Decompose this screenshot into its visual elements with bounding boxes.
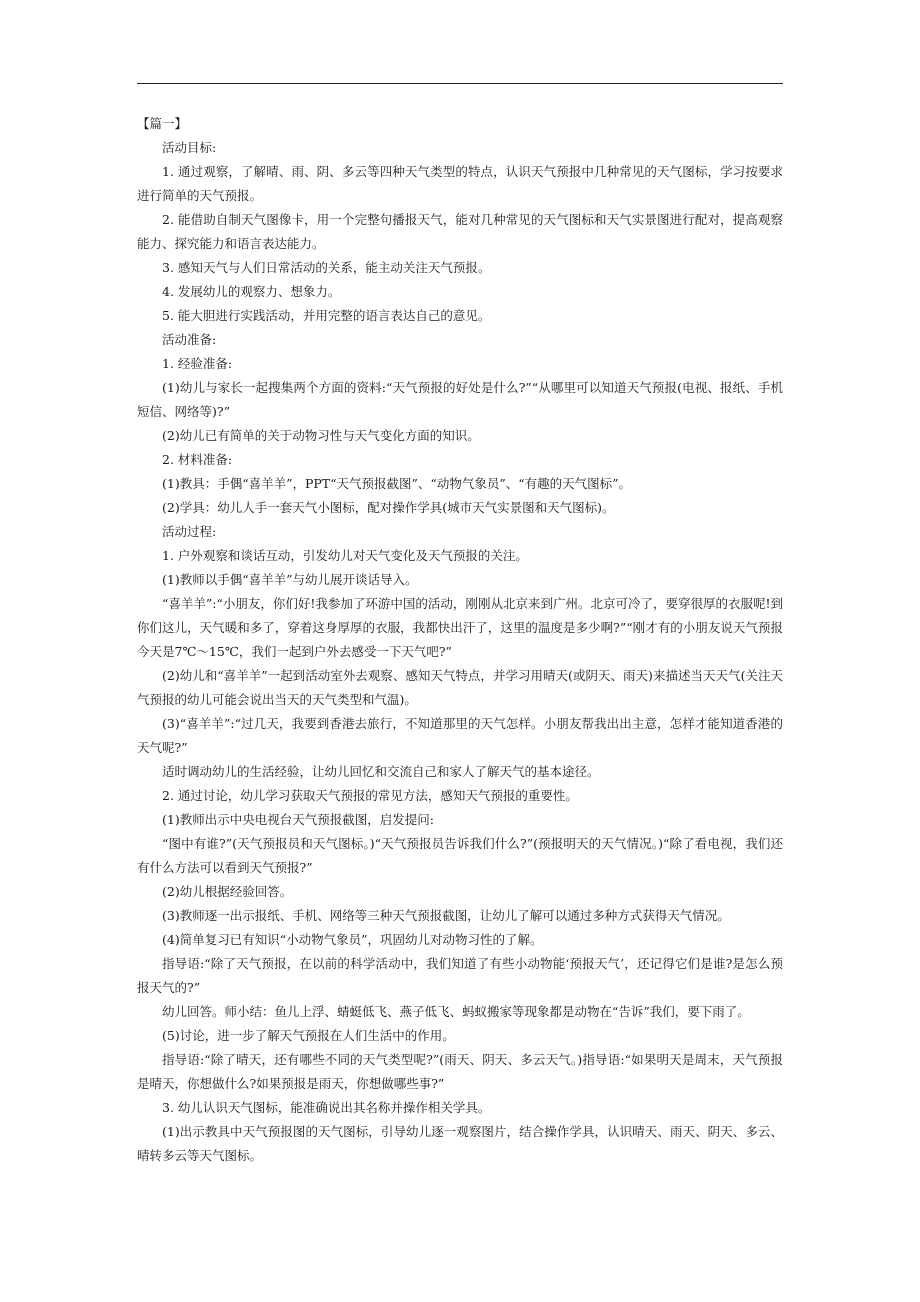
paragraph: 4. 发展幼儿的观察力、想象力。 <box>162 284 341 299</box>
paragraph: 2. 材料准备: <box>162 452 233 467</box>
paragraph: 1. 户外观察和谈话互动，引发幼儿对天气变化及天气预报的关注。 <box>162 548 528 563</box>
paragraph: 适时调动幼儿的生活经验，让幼儿回忆和交流自己和家人了解天气的基本途径。 <box>162 764 600 779</box>
paragraph: 活动过程: <box>162 524 217 539</box>
header-rule <box>137 83 783 84</box>
paragraph: (1)教师出示中央电视台天气预报截图，启发提问: <box>162 812 434 827</box>
paragraph: (2)学具：幼儿人手一套天气小图标，配对操作学具(城市天气实景图和天气图标)。 <box>162 500 615 515</box>
paragraph: (1)幼儿与家长一起搜集两个方面的资料:“天气预报的好处是什么?”“从哪里可以知道天气预报(电视、报纸、手机短信、网络等)?” <box>137 380 783 419</box>
paragraph: 1. 经验准备: <box>162 356 233 371</box>
paragraph: (1)教师以手偶“喜羊羊”与幼儿展开谈话导入。 <box>162 572 418 587</box>
paragraph: 2. 通过讨论，幼儿学习获取天气预报的常见方法，感知天气预报的重要性。 <box>162 788 578 803</box>
paragraph: (1)教具：手偶“喜羊羊”，PPT“天气预报截图”、“动物气象员”、“有趣的天气图标”。 <box>162 476 631 491</box>
document-body <box>137 112 783 1168</box>
paragraph: 5. 能大胆进行实践活动，并用完整的语言表达自己的意见。 <box>162 308 491 323</box>
paragraph: (1)出示教具中天气预报图的天气图标，引导幼儿逐一观察图片，结合操作学具，认识晴天、雨天、阴天、多云、晴转多云等天气图标。 <box>137 1124 783 1163</box>
paragraph: 1. 通过观察，了解晴、雨、阴、多云等四种天气类型的特点，认识天气预报中几种常见的天气图标，学习按要求进行简单的天气预报。 <box>137 164 783 203</box>
paragraph: (4)简单复习已有知识“小动物气象员”，巩固幼儿对动物习性的了解。 <box>162 932 543 947</box>
paragraph: 3. 幼儿认识天气图标，能准确说出其名称并操作相关学具。 <box>162 1100 491 1115</box>
paragraph: 指导语:“除了晴天，还有哪些不同的天气类型呢?”(雨天、阴天、多云天气。)指导语:“如果明天是周末，天气预报是晴天，你想做什么?如果预报是雨天，你想做哪些事?” <box>137 1052 783 1091</box>
paragraph: (3)“喜羊羊”:“过几天，我要到香港去旅行，不知道那里的天气怎样。小朋友帮我出出主意，怎样才能知道香港的天气呢?” <box>137 716 783 755</box>
paragraph: “喜羊羊”:“小朋友，你们好!我参加了环游中国的活动，刚刚从北京来到广州。北京可冷了，要穿很厚的衣服呢!到你们这儿，天气暖和多了，穿着这身厚厚的衣服，我都快出汗了，这里的温度是多少啊?”“刚才有的小朋友说天气预报今天是7℃～15℃，我们一起到户外去感受一下天气吧?” <box>137 596 783 659</box>
paragraph: 活动目标: <box>162 140 217 155</box>
paragraph: 活动准备: <box>162 332 217 347</box>
paragraph: 指导语:“除了天气预报，在以前的科学活动中，我们知道了有些小动物能‘预报天气’，还记得它们是谁?是怎么预报天气的?” <box>137 956 783 995</box>
paragraph: (3)教师逐一出示报纸、手机、网络等三种天气预报截图，让幼儿了解可以通过多种方式获得天气情况。 <box>162 908 730 923</box>
paragraph: (2)幼儿已有简单的关于动物习性与天气变化方面的知识。 <box>162 428 480 443</box>
paragraph: (5)讨论，进一步了解天气预报在人们生活中的作用。 <box>162 1028 455 1043</box>
paragraph: (2)幼儿和“喜羊羊”一起到活动室外去观察、感知天气特点，并学习用晴天(或阴天、雨天)来描述当天天气(关注天气预报的幼儿可能会说出当天的天气类型和气温)。 <box>137 668 783 707</box>
paragraph: 3. 感知天气与人们日常活动的关系，能主动关注天气预报。 <box>162 260 491 275</box>
paragraph: “图中有谁?”(天气预报员和天气图标。)“天气预报员告诉我们什么?”(预报明天的天气情况。)“除了看电视，我们还有什么方法可以看到天气预报?” <box>137 836 783 875</box>
paragraph: (2)幼儿根据经验回答。 <box>162 884 293 899</box>
section-title: 【篇一】 <box>137 116 188 131</box>
paragraph: 幼儿回答。师小结：鱼儿上浮、蜻蜓低飞、燕子低飞、蚂蚁搬家等现象都是动物在“告诉”我们，要下雨了。 <box>162 1004 750 1019</box>
paragraph: 2. 能借助自制天气图像卡，用一个完整句播报天气，能对几种常见的天气图标和天气实景图进行配对，提高观察能力、探究能力和语言表达能力。 <box>137 212 783 251</box>
